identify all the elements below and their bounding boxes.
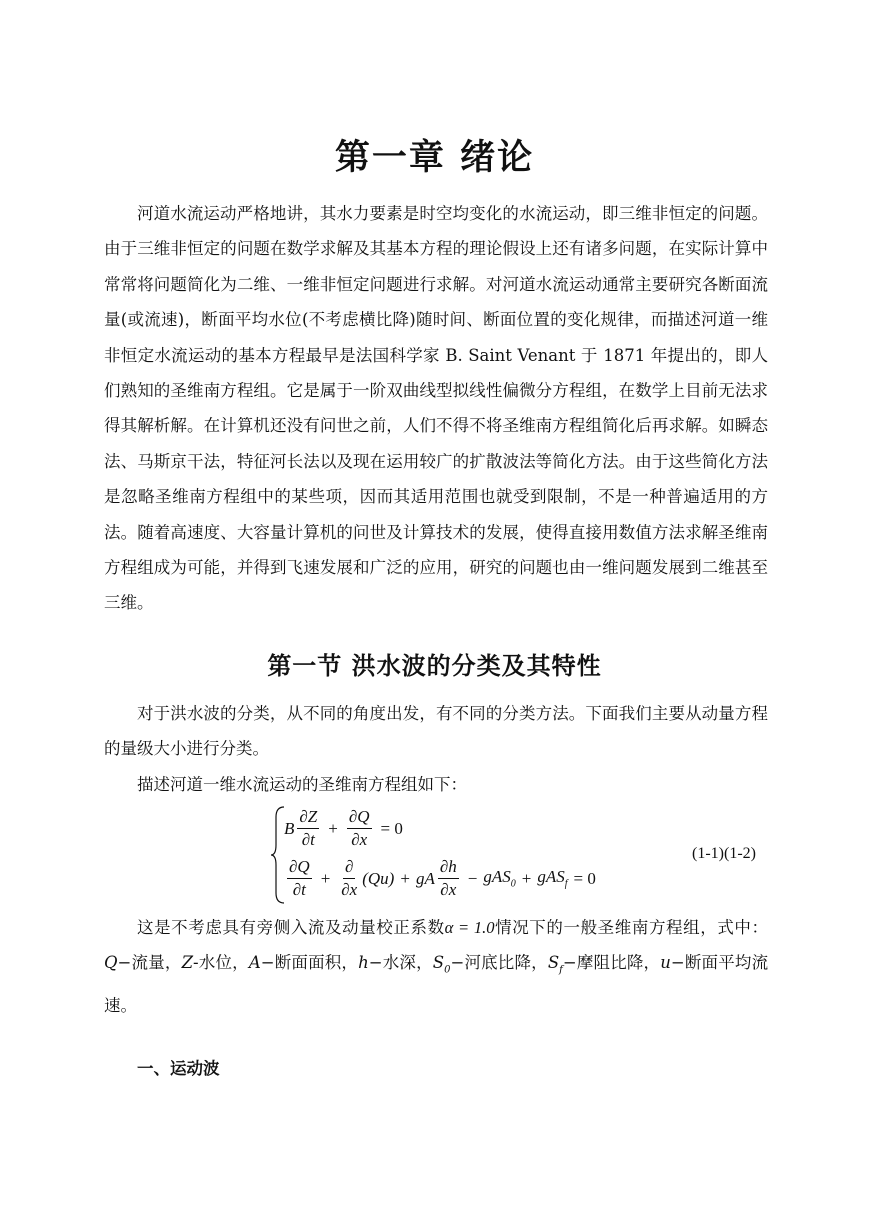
symbol-sf-base: S (547, 953, 560, 973)
eq2-gasf-sub: f (564, 878, 568, 890)
eq2-frac3-den: ∂x (440, 880, 457, 899)
equation-number: (1-1)(1-2) (692, 845, 756, 862)
symbol-s0-sub: 0 (444, 964, 451, 976)
eq2-plus2: + (400, 868, 410, 888)
eq1-frac1-den: ∂t (301, 830, 315, 849)
symbol-sf (547, 953, 563, 976)
symbol-s0-base: S (432, 953, 445, 973)
eq2-fraction-dh-dx (438, 857, 459, 900)
eq1-fraction-dz-dt (297, 807, 319, 850)
eq2-gasf-term (537, 867, 567, 889)
desc-h: −水深， (368, 953, 433, 973)
eq2-gas0-sub: 0 (510, 878, 516, 890)
explanation-paragraph (104, 910, 768, 1024)
eq1-frac2-num: ∂Q (347, 807, 372, 829)
desc-q: −流量， (117, 953, 182, 973)
symbol-s0 (432, 953, 451, 976)
eq1-rhs: = 0 (380, 818, 403, 838)
eq2-fraction-d-dx (339, 857, 359, 900)
eq2-frac1-num: ∂Q (287, 857, 312, 879)
sub-heading-kinematic-wave: 一、运动波 (137, 1059, 220, 1078)
continuity-equation (284, 807, 409, 850)
desc-z: -水位， (193, 953, 249, 973)
symbol-q: Q (104, 953, 118, 973)
section-paragraph-2: 描述河道一维水流运动的圣维南方程组如下： (137, 775, 467, 794)
section-paragraph-1: 对于洪水波的分类，从不同的角度出发，有不同的分类方法。下面我们主要从动量方程的量级大小进行分类。 (104, 704, 768, 759)
eq2-gas0-term (483, 867, 515, 889)
desc-a: −断面面积， (260, 953, 359, 973)
eq2-frac3-num: ∂h (438, 857, 459, 879)
eq2-gasf-base: gAS (537, 867, 565, 887)
desc-s0: −河底比降， (450, 953, 548, 973)
symbol-u: u (660, 953, 671, 973)
desc-u: −断面平均流速。 (104, 953, 769, 1016)
eq1-frac1-num: ∂Z (297, 807, 319, 829)
intro-paragraph: 河道水流运动严格地讲，其水力要素是时空均变化的水流运动，即三维非恒定的问题。由于三维非恒定的问题在数学求解及其基本方程的理论假设上还有诸多问题，在实际计算中常常将问题简化为二维、一维非恒定问题进行求解。对河道水流运动通常主要研究各断面流量(或流速)，断面平均水位(不考虑横比降)随时间、断面位置的变化规律，而描述河道一维非恒定水流运动的基本方程最早是法国科学家 B. Saint Venant 于 1871 年提出的，即人们熟知的圣维南方程组。它是属于一阶双曲线型拟线性偏微分方程组，在数学上目前无法求得其解析解。在计算机还没有问世之前，人们不得不将圣维南方程组简化后再求解。如瞬态法、马斯京干法，特征河长法以及现在运用较广的扩散波法等简化方法。由于这些简化方法是忽略圣维南方程组中的某些项，因而其适用范围也就受到限制，不是一种普遍适用的方法。随着高速度、大容量计算机的问世及计算技术的发展，使得直接用数值方法求解圣维南方程组成为可能，并得到飞速发展和广泛的应用，研究的问题也由一维问题发展到二维甚至三维。 (104, 204, 768, 613)
eq2-gas0-base: gAS (483, 867, 511, 887)
eq2-frac2-num: ∂ (343, 857, 355, 879)
desc-sf: −摩阻比降， (562, 953, 661, 973)
eq2-plus1: + (320, 868, 331, 888)
eq1-fraction-dq-dx (347, 807, 372, 850)
chapter-title: 第一章 绪论 (334, 137, 535, 178)
momentum-equation (284, 857, 602, 900)
explanation-part1: 这是不考虑具有旁侧入流及动量校正系数 (137, 918, 445, 937)
eq1-coef-b: B (284, 818, 295, 838)
eq2-rhs: = 0 (573, 868, 596, 888)
eq2-frac1-den: ∂t (292, 880, 306, 899)
symbol-z: Z (181, 953, 194, 973)
eq2-plus3: + (521, 868, 532, 888)
eq2-frac2-den: ∂x (341, 880, 358, 899)
alpha-expression: α = 1.0 (444, 918, 495, 937)
eq1-frac2-den: ∂x (351, 830, 368, 849)
symbol-sf-sub: f (559, 964, 563, 976)
eq2-minus: − (467, 868, 478, 888)
eq1-plus: + (328, 818, 338, 838)
eq2-ga-coef: gA (415, 868, 435, 888)
eq2-fraction-dq-dt (287, 857, 312, 900)
symbol-a: A (248, 953, 261, 973)
section-title: 第一节 洪水波的分类及其特性 (267, 651, 602, 680)
explanation-part2: 情况下的一般圣维南方程组，式中： (494, 918, 769, 937)
symbol-h: h (358, 953, 369, 973)
eq2-qu-term: (Qu) (362, 868, 395, 888)
